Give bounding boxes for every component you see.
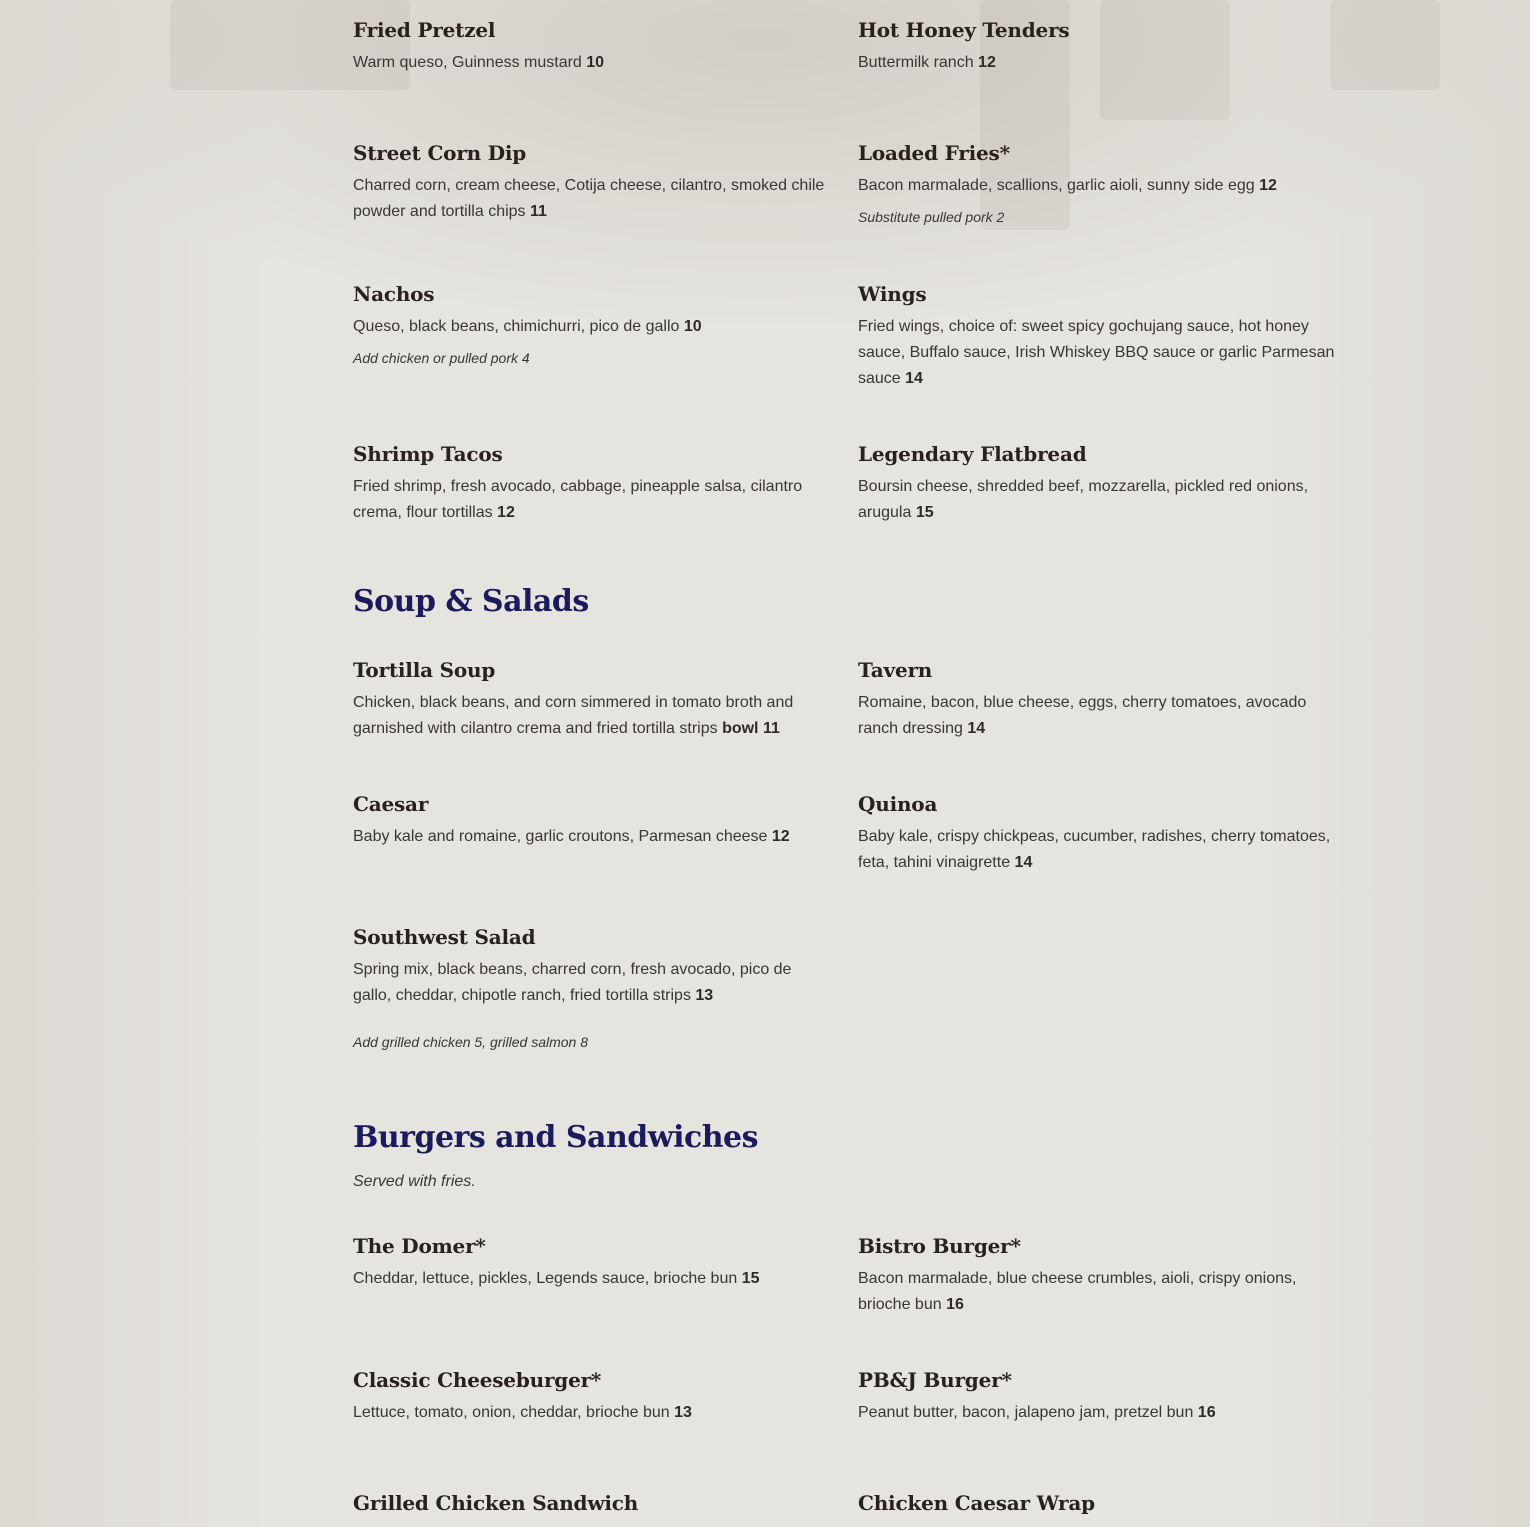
item-price: bowl 11 xyxy=(722,720,780,737)
item-price: 16 xyxy=(946,1296,964,1313)
background-photo-shape xyxy=(1330,0,1440,90)
menu-item xyxy=(858,280,1338,392)
menu-item xyxy=(858,790,1338,876)
item-description: Romaine, bacon, blue cheese, eggs, cherry tomatoes, avocado ranch dressing 14 xyxy=(858,694,1307,737)
item-price: 15 xyxy=(915,504,934,521)
item-description: Bacon marmalade, blue cheese crumbles, aioli, crispy onions, brioche bun 16 xyxy=(858,1270,1297,1313)
menu-item xyxy=(858,440,1338,526)
item-description: Boursin cheese, shredded beef, mozzarella, pickled red onions, arugula 15 xyxy=(858,478,1309,521)
item-price: 14 xyxy=(905,370,923,387)
item-price: 13 xyxy=(695,987,714,1004)
item-name: Hot Honey Tenders xyxy=(858,18,1070,42)
section-title-burgers: Burgers and Sandwiches xyxy=(353,1120,759,1155)
item-price: 10 xyxy=(586,54,605,71)
section-subtitle: Served with fries. xyxy=(353,1173,476,1190)
item-price: 13 xyxy=(674,1404,692,1421)
item-name: Shrimp Tacos xyxy=(353,442,503,466)
item-price: 12 xyxy=(771,828,790,845)
section-add-note: Add grilled chicken 5, grilled salmon 8 xyxy=(353,1034,589,1050)
item-name: Southwest Salad xyxy=(353,925,536,949)
menu-item xyxy=(353,139,833,225)
section-title-soup-salads: Soup & Salads xyxy=(353,584,589,619)
item-price: 14 xyxy=(1014,854,1033,871)
item-name: Wings xyxy=(858,282,927,306)
item-note: Substitute pulled pork 2 xyxy=(858,209,1005,225)
menu-item xyxy=(353,1232,833,1292)
menu-item xyxy=(858,139,1338,227)
item-name: Fried Pretzel xyxy=(353,18,496,42)
item-description: Bacon marmalade, scallions, garlic aioli, sunny side egg 12 xyxy=(858,177,1277,194)
menu-item xyxy=(353,280,833,368)
item-description: Lettuce, tomato, onion, cheddar, brioche bun 13 xyxy=(353,1404,692,1421)
item-name: Tavern xyxy=(858,658,933,682)
item-price: 12 xyxy=(978,54,996,71)
item-price: 14 xyxy=(967,720,986,737)
menu-item xyxy=(858,1489,1338,1517)
item-description: Baby kale, crispy chickpeas, cucumber, radishes, cherry tomatoes, feta, tahini vinaigrette 14 xyxy=(858,828,1331,871)
item-name: Chicken Caesar Wrap xyxy=(858,1491,1095,1515)
item-description: Fried shrimp, fresh avocado, cabbage, pineapple salsa, cilantro crema, flour tortillas 12 xyxy=(353,478,803,521)
menu-item xyxy=(353,1366,833,1426)
item-description: Queso, black beans, chimichurri, pico de gallo 10 xyxy=(353,318,702,335)
item-name: PB&J Burger* xyxy=(858,1368,1012,1392)
menu-item xyxy=(353,440,833,526)
item-description: Cheddar, lettuce, pickles, Legends sauce, brioche bun 15 xyxy=(353,1270,760,1287)
item-name: Legendary Flatbread xyxy=(858,442,1087,466)
menu-item xyxy=(353,16,833,76)
menu-item xyxy=(353,923,833,1009)
menu-item xyxy=(858,1366,1338,1426)
item-description: Baby kale and romaine, garlic croutons, Parmesan cheese 12 xyxy=(353,828,790,845)
menu-item xyxy=(353,790,833,850)
item-description: Warm queso, Guinness mustard 10 xyxy=(353,54,605,71)
item-description: Spring mix, black beans, charred corn, fresh avocado, pico de gallo, cheddar, chipotle ranch, fried tortilla strips 13 xyxy=(353,961,792,1004)
item-note: Add chicken or pulled pork 4 xyxy=(353,350,530,366)
menu-item xyxy=(353,656,833,742)
item-name: Loaded Fries* xyxy=(858,141,1010,165)
menu-item xyxy=(858,1232,1338,1318)
item-price: 10 xyxy=(683,318,702,335)
item-price: 11 xyxy=(530,203,547,220)
item-price: 16 xyxy=(1197,1404,1216,1421)
item-name: Caesar xyxy=(353,792,429,816)
item-name: The Domer* xyxy=(353,1234,486,1258)
item-description: Chicken, black beans, and corn simmered in tomato broth and garnished with cilantro crema and fried tortilla strips bowl 11 xyxy=(353,694,794,737)
item-name: Classic Cheeseburger* xyxy=(353,1368,602,1392)
item-description: Charred corn, cream cheese, Cotija cheese, cilantro, smoked chile powder and tortilla chips 11 xyxy=(353,177,825,220)
menu-item xyxy=(353,1489,833,1517)
item-name: Street Corn Dip xyxy=(353,141,527,165)
item-name: Tortilla Soup xyxy=(353,658,496,682)
menu-item xyxy=(858,16,1338,76)
item-name: Quinoa xyxy=(858,792,938,816)
item-name: Nachos xyxy=(353,282,435,306)
item-description: Buttermilk ranch 12 xyxy=(858,54,996,71)
item-description: Peanut butter, bacon, jalapeno jam, pretzel bun 16 xyxy=(858,1404,1216,1421)
item-price: 15 xyxy=(741,1270,760,1287)
menu-item xyxy=(858,656,1338,742)
item-price: 12 xyxy=(1259,177,1277,194)
item-description: Fried wings, choice of: sweet spicy gochujang sauce, hot honey sauce, Buffalo sauce, Irish Whiskey BBQ sauce or garlic Parmesan sauce 14 xyxy=(858,318,1335,387)
item-name: Bistro Burger* xyxy=(858,1234,1021,1258)
item-price: 12 xyxy=(497,504,515,521)
item-name: Grilled Chicken Sandwich xyxy=(353,1491,639,1515)
